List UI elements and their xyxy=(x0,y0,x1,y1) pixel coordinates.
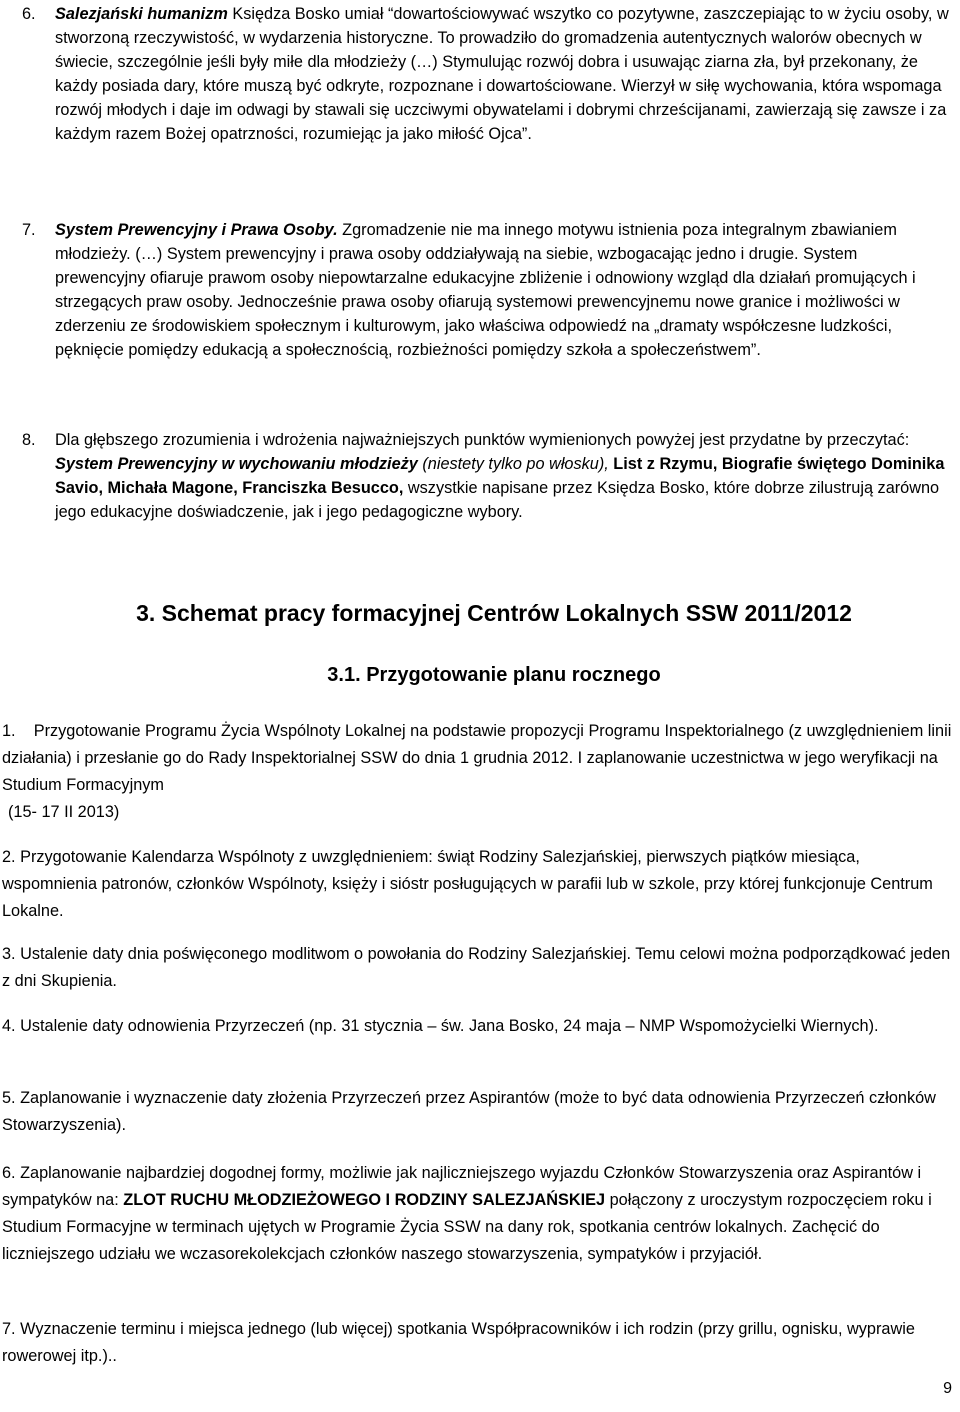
plan-paragraph-6 xyxy=(2,1160,956,1268)
plan-paragraph-1 xyxy=(2,718,956,826)
paragraph-text: 6. Zaplanowanie najbardziej dogodnej formy, możliwie jak najliczniejszego wyjazdu Członków Stowarzyszenia oraz Aspirantów i sympatyków na: xyxy=(2,1164,922,1209)
plan-paragraph-5: 5. Zaplanowanie i wyznaczenie daty złożenia Przyrzeczeń przez Aspirantów (może to być data odnowienia Przyrzeczeń członków Stowarzyszenia). xyxy=(2,1089,936,1134)
list-item-8 xyxy=(22,428,950,524)
paragraph-text-end: połączony z uroczystym rozpoczęciem roku i Studium Formacyjne w terminach ujętych w Programie Życia SSW na dany rok, spotkania centrów lokalnych. Zachęcić do liczniejszego udziału we wczasorekolekcjach członków naszego stowarzyszenia, sympatyków i przyjaciół. xyxy=(2,1191,932,1263)
item-text xyxy=(55,218,950,362)
plan-paragraph-2: 2. Przygotowanie Kalendarza Wspólnoty z uwzględnieniem: świąt Rodziny Salezjańskiej, pierwszych piątków miesiąca, wspomnienia patronów, członków Wspólnoty, księży i sióstr posługujących w parafii lub w szkole, przy której funkcjonuje Centrum Lokalne. xyxy=(2,848,933,920)
paragraph-text: Przygotowanie Programu Życia Wspólnoty Lokalnej na podstawie propozycji Programu Inspektorialnego (z uwzględnieniem linii działania) i przesłanie go do Rady Inspektorialnej SSW do dnia 1 grudnia 2012. I zaplanowanie uczestnictwa w jego weryfikacji na Studium Formacyjnym xyxy=(2,722,952,794)
paragraph-extra: (15- 17 II 2013) xyxy=(8,803,120,821)
item-title: Salezjański humanizm xyxy=(55,5,228,23)
event-name: ZLOT RUCHU MŁODZIEŻOWEGO I RODZINY SALEZJAŃSKIEJ xyxy=(123,1191,606,1209)
item-title: System Prewencyjny i Prawa Osoby. xyxy=(55,221,338,239)
item-body: Dla głębszego zrozumienia i wdrożenia najważniejszych punktów wymienionych powyżej jest przydatne by przeczytać: xyxy=(55,431,910,449)
item-text xyxy=(55,428,950,524)
item-text xyxy=(55,2,950,146)
item-body-end: wszystkie napisane przez Księdza Bosko, które dobrze zilustrują zarówno jego edukacyjne doświadczenie, jak i jego pedagogiczne wybory. xyxy=(55,479,940,521)
item-body: Zgromadzenie nie ma innego motywu istnienia poza integralnym zbawianiem młodzieży. (…) System prewencyjny i prawa osoby oddziaływają na siebie, wzbogacając jedno i drugie. System prewencyjny ofiaruje prawom osoby niepowtarzalne edukacyjne zbliżenie i odnowiony wzgląd dla działań promujących i strzegących praw osoby. Jednocześnie prawa osoby ofiarują systemowi prewencyjnemu nowe granice i możliwości w zderzeniu ze środowiskiem społecznym i kulturowym, jako właściwa odpowiedź na „dramaty współczesne ludzkości, pęknięcie pomiędzy edukacją a społecznością, rozbieżności pomiędzy szkoła a społeczeństwem”. xyxy=(55,221,916,359)
plan-paragraph-4: 4. Ustalenie daty odnowienia Przyrzeczeń (np. 31 stycznia – św. Jana Bosko, 24 maja – NMP Wspomożycielki Wiernych). xyxy=(2,1017,879,1035)
item-body: Księdza Bosko umiał “dowartościowywać wszytko co pozytywne, zaszczepiając to w życiu osoby, w stworzoną rzeczywistość, w wydarzenia historyczne. To prowadziło do gromadzenia autentycznych walorów obecnych w świecie, szczególnie jeśli były miłe dla młodzieży (…) Stymulując rozwój dobra i usuwając ziarna zła, był przekonany, że każdy posiada dary, które muszą być odkryte, rozpoznane i dowartościowane. Wierzył w siłę wychowania, która wspomaga rozwój młodych i daje im odwagi by stawali się uczciwymi obywatelami i dobrymi chrześcijanami, zawierzają się zawsze i za każdym razem Bożej opatrzności, rozumiejąc ja jako miłość Ojca”. xyxy=(55,5,949,143)
list-item-7 xyxy=(22,218,950,362)
bold-book-list: List z Rzymu, Biografie świętego Dominika Savio, Michała Magone, Franciszka Besucco, xyxy=(55,455,945,497)
book-title: System Prewencyjny w wychowaniu młodzieży xyxy=(55,455,418,473)
italic-note: (niestety tylko po włosku), xyxy=(417,455,609,473)
plan-paragraph-3: 3. Ustalenie daty dnia poświęconego modlitwom o powołania do Rodziny Salezjańskiej. Temu celowi można podporządkować jeden z dni Skupienia. xyxy=(2,945,951,990)
page-number: 9 xyxy=(943,1380,952,1397)
subsection-title: 3.1. Przygotowanie planu rocznego xyxy=(327,664,661,686)
paragraph-number: 1. xyxy=(2,722,16,740)
plan-paragraph-7: 7. Wyznaczenie terminu i miejsca jednego (lub więcej) spotkania Współpracowników i ich rodzin (przy grillu, ognisku, wyprawie rowerowej itp.).. xyxy=(2,1320,915,1365)
list-item-6 xyxy=(22,2,950,146)
item-number: 7. xyxy=(22,221,36,239)
section-title: 3. Schemat pracy formacyjnej Centrów Lokalnych SSW 2011/2012 xyxy=(136,600,852,626)
item-number: 8. xyxy=(22,431,36,449)
item-number: 6. xyxy=(22,5,36,23)
